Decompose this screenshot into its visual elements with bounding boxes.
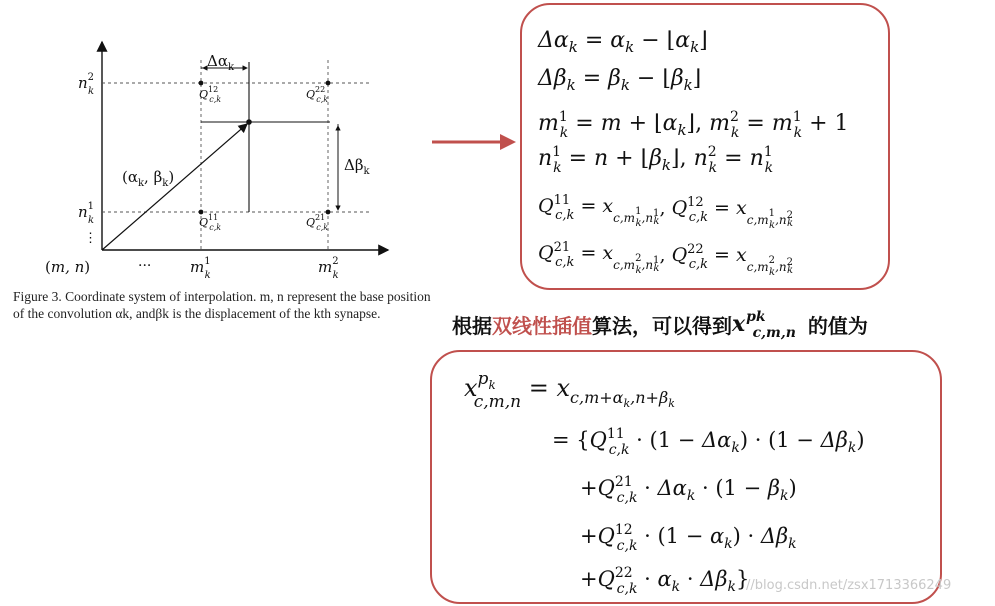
summary-symbol (732, 309, 808, 341)
svg-text:m1k = m + ⌊αk⌋, m2k = m1k + 1: $m^1$ $k = m + ⌊\alpha_k⌋$, $m^2$ $k = m^1$ k + 1 (538, 109, 849, 141)
svg-text:⋮: ⋮ (84, 231, 97, 246)
caption-label: Figure 3. (13, 289, 62, 304)
caption-text: Coordinate system of interpolation. m, n represent the base position of the convolution αk, andβk is the displacement of the kth synapse. (13, 289, 431, 321)
svg-text:Q11c,k = xc,m1k,n1k, Q12c,k =: $Q^{11}$ $c,k = x_{c,m}^1$ $k^{,n1}$ k, $Q^{12}$ $c,k = x_{c,m}^1$ $k^{,n2}$ k (538, 193, 794, 231)
summary-prefix: 根据 (452, 313, 492, 338)
offset-vector (102, 124, 247, 250)
svg-text:m1k: $m^1$ k (190, 256, 211, 281)
interpolation-figure (0, 0, 440, 321)
definitions-box (520, 3, 890, 290)
svg-text:Q11c,k: $Q^{11}$ c,k (199, 213, 222, 232)
svg-text:xpkc,m,n = xc,m+αk,n+βk: $x^p_k$ $c,m,n = x_{c,m+\alpha}k,n+\beta k$ (464, 369, 675, 412)
svg-text:Δαk = αk − ⌊αk⌋: $\Delta\alpha_k = \alpha_k$ − $⌊\alpha_k⌋$ (538, 28, 708, 56)
svg-text:Δβk: $\Delta\beta_k$ (344, 156, 370, 177)
svg-text:= {Q11c,k · (1 − Δαk) · (1 − Δ: = {$Q^{11}$ $c,k \cdot (1 - \Delta\alpha_k) \cdot (1 - \Delta\beta_k)$ (552, 426, 865, 458)
right-arrow-icon (430, 128, 520, 156)
coordinate-diagram (0, 0, 440, 300)
svg-text:n1k: $n^1$ k (78, 201, 95, 226)
svg-text:n2k: $n^2$ k (78, 72, 95, 97)
figure-caption (13, 288, 433, 322)
summary-middle: 算法，可以得到 (592, 313, 732, 338)
definitions-formulas (522, 5, 888, 288)
result-box (430, 350, 942, 604)
summary-sentence (452, 306, 868, 342)
svg-text:(αk, βk): ($\alpha_k$, $\beta_k$) (122, 168, 175, 189)
svg-text:Δαk: $\Delta\alpha_k$ (207, 52, 235, 73)
svg-text:Q21c,k: $Q^{21}$ c,k (306, 213, 329, 232)
svg-text:+Q12c,k · (1 − αk) · Δβk: $+Q^{12}$ $c,k \cdot (1 - \alpha_k) \cdot \Delta\beta_k$ (580, 522, 797, 554)
summary-suffix: 的值为 (807, 313, 868, 338)
svg-text:Q22c,k: $Q^{22}$ c,k (306, 85, 329, 104)
summary-symbol-sub: c,m,n (752, 325, 796, 341)
summary-symbol-sup: pk (746, 309, 766, 325)
svg-text:n1k = n + ⌊βk⌋, n2k = n1k: $n^1$ $k = n + ⌊\beta_k⌋$, $n^2$ $k = n^1$ k (538, 144, 774, 176)
summary-highlight: 双线性插值 (492, 313, 592, 338)
svg-text:Q21c,k = xc,m2k,n1k, Q22c,k =: $Q^{21}$ $c,k = x_{c,m}^2$ $k^{,n1}$ k, $Q^{22}$ $c,k = x_{c,m}^2$ $k^{,n2}$ k (538, 240, 794, 278)
result-formulas (432, 352, 940, 602)
svg-text:Δβk = βk − ⌊βk⌋: $\Delta\beta_k = \beta_k$ − $⌊\beta_k⌋$ (538, 66, 702, 94)
svg-text:Q12c,k: $Q^{12}$ c,k (199, 85, 222, 104)
svg-text:(m, n): (m, n) (45, 258, 91, 276)
svg-text:+Q22c,k · αk · Δβk}: $+Q^{22}$ $c,k \cdot \alpha_k \cdot \Delta\beta_k$} (580, 565, 750, 597)
svg-text:+Q21c,k · Δαk · (1 − βk): $+Q^{21}$ $c,k \cdot \Delta\alpha_k \cdot (1 - \beta_k)$ (580, 474, 797, 506)
summary-symbol-base: x (732, 311, 746, 337)
svg-text:m2k: $m^2$ k (318, 256, 339, 281)
svg-text:···: ··· (138, 258, 152, 274)
watermark: //blog.csdn.net/zsx1713366249 (746, 578, 952, 593)
